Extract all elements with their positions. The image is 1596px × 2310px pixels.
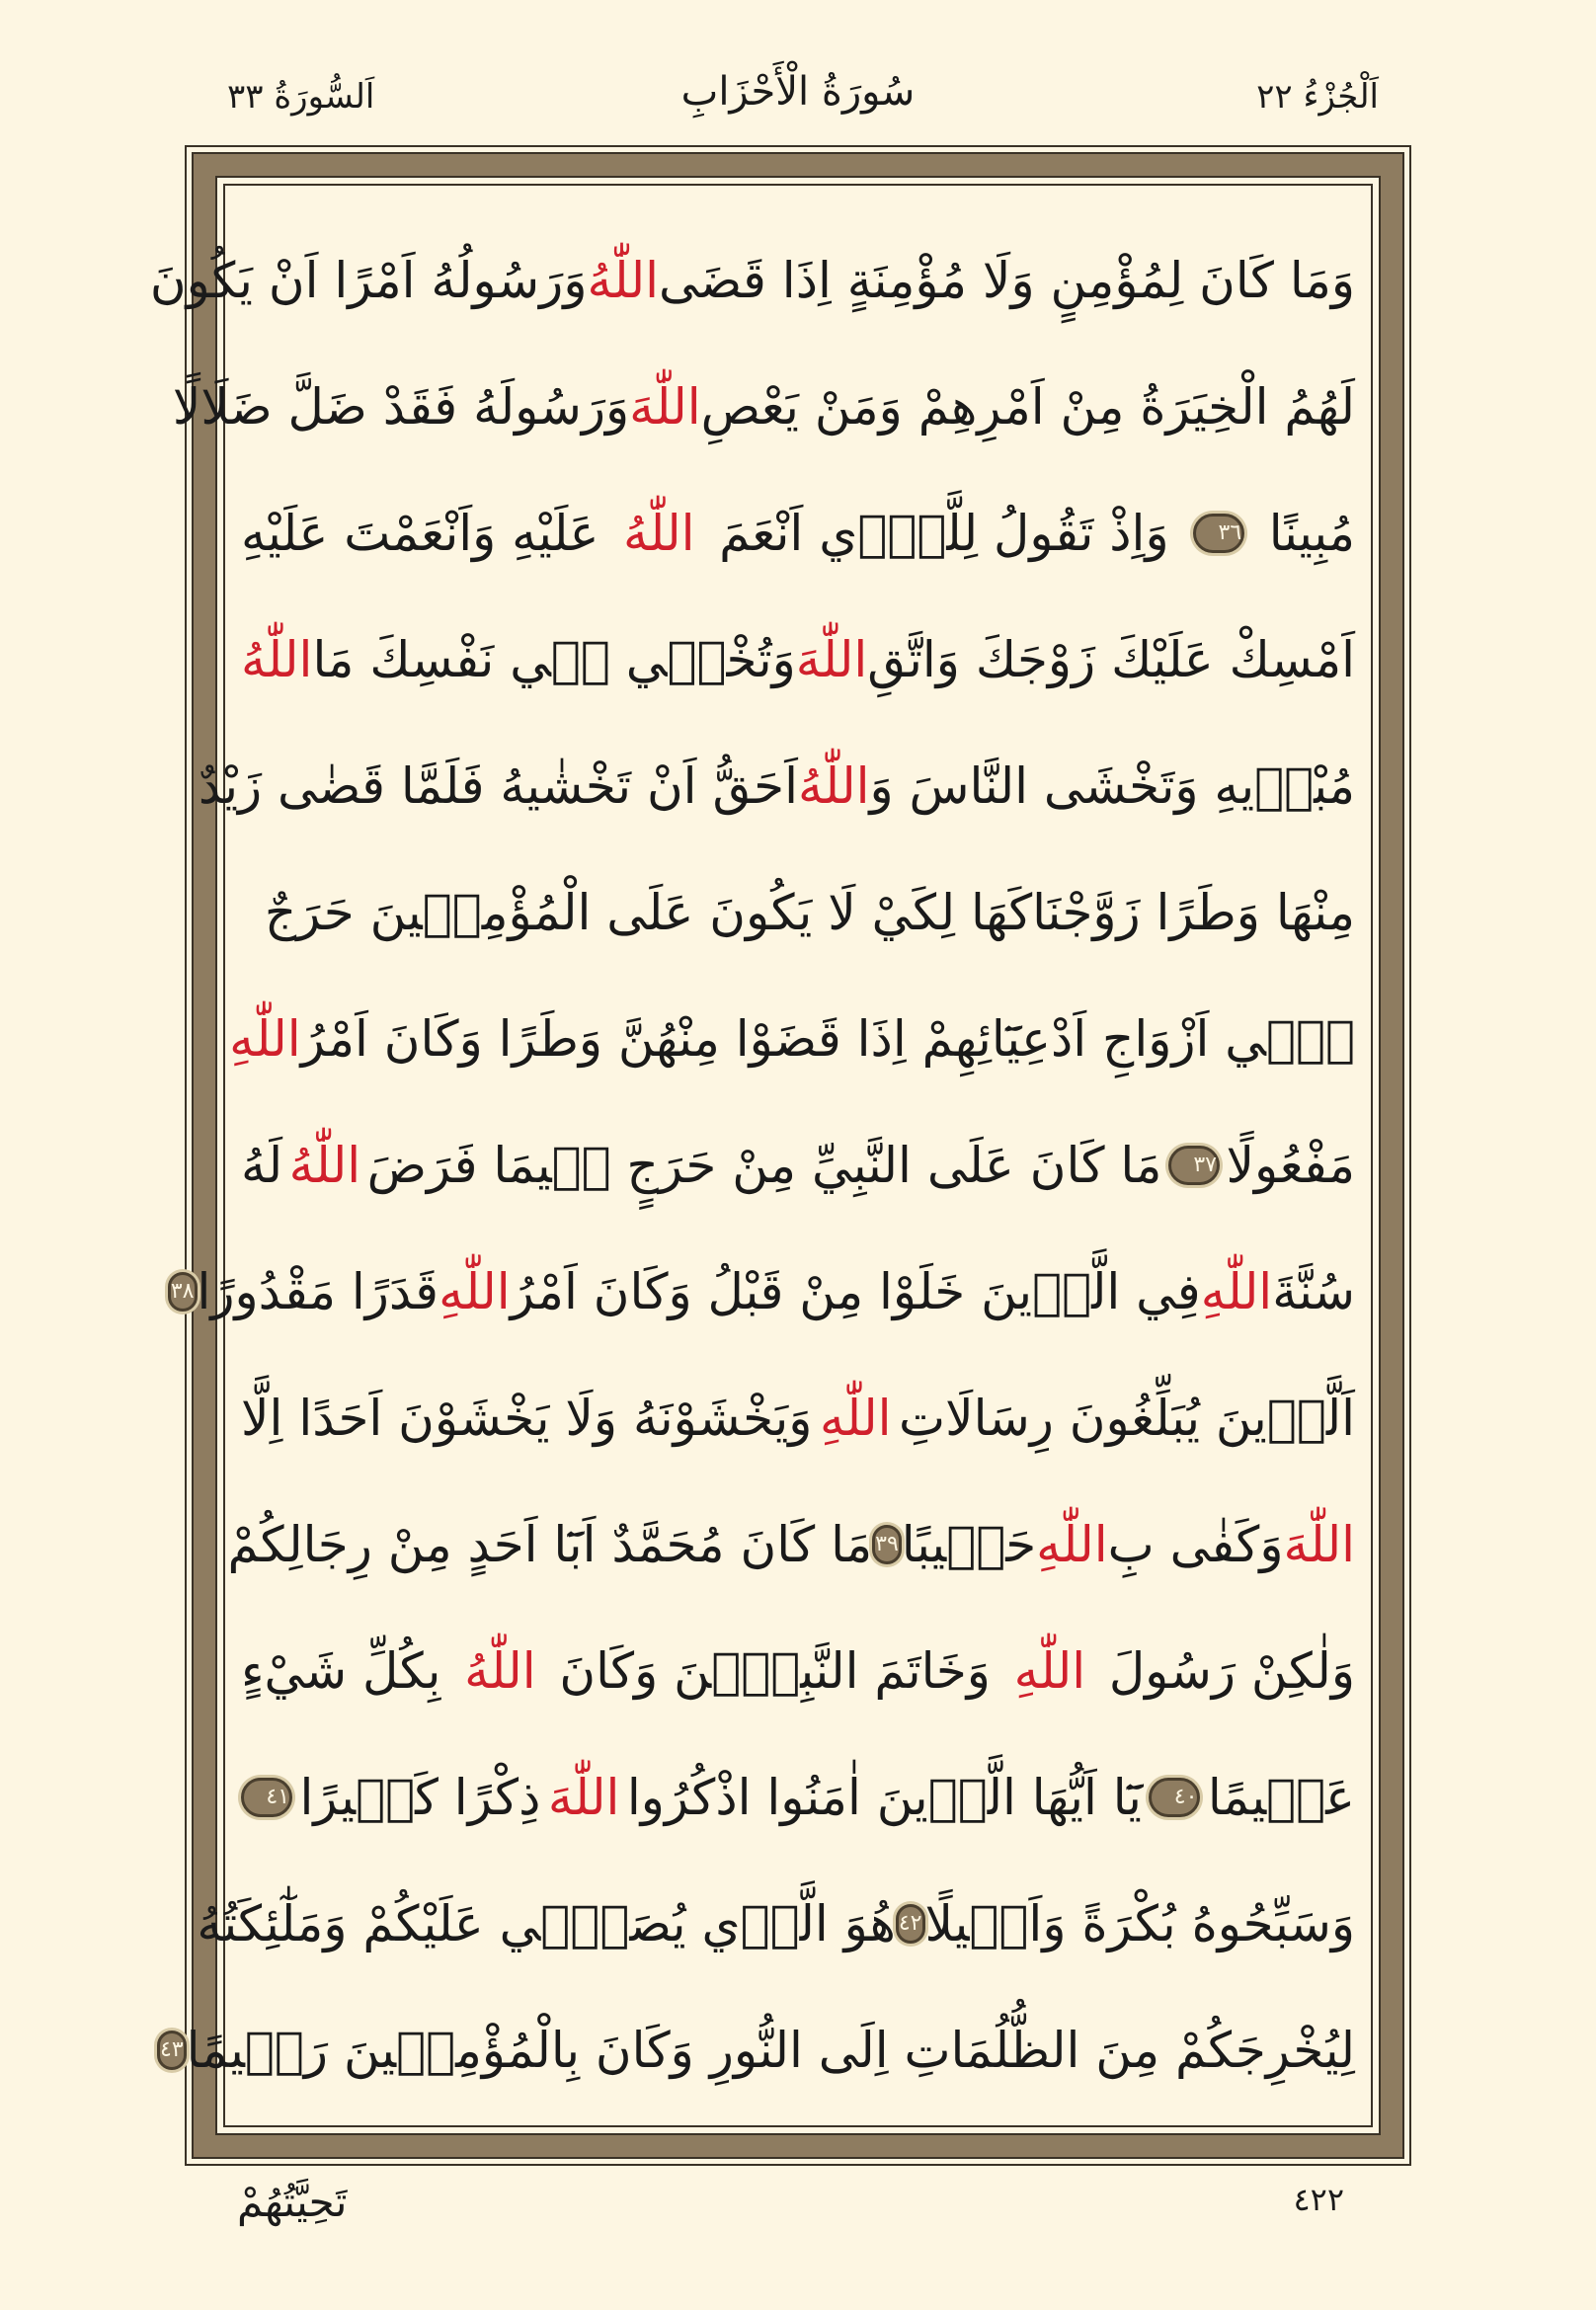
quran-text-block — [149, 217, 1355, 2113]
surah-number-label: اَلسُّورَةُ ٣٣ — [227, 77, 375, 117]
verse-text: وَلٰكِنْ رَسُولَ — [1108, 1642, 1355, 1700]
verse-text: مُبْد۪يهِ وَتَخْشَى النَّاسَ وَ — [869, 757, 1355, 815]
divine-name-text: اللّٰهُ — [464, 1642, 536, 1700]
verse-text: وَرَسُولَهُ فَقَدْ ضَلَّ ضَلَالًا — [172, 378, 630, 436]
verse-text: مِنْهَا وَطَرًا زَوَّجْنَاكَهَا لِكَيْ لَا يَكُونَ عَلَى الْمُؤْمِن۪ينَ حَرَجٌ — [264, 884, 1355, 941]
divine-name-text: اللّٰهُ — [623, 505, 695, 562]
text-line — [197, 1861, 1355, 1987]
verse-text: وَاِذْ تَقُولُ لِلَّذ۪ٓي اَنْعَمَ — [719, 505, 1169, 562]
verse-text: لَهُ — [241, 1137, 283, 1194]
page-header — [0, 69, 1596, 128]
catchword: تَحِيَّتُهُمْ — [237, 2178, 348, 2226]
text-line — [241, 1734, 1355, 1861]
divine-name-text: اللّٰهَ — [547, 1769, 620, 1826]
divine-name-text: اللّٰهَ — [1283, 1516, 1355, 1573]
verse-text: وَرَسُولُهُ اَمْرًا اَنْ يَكُونَ — [149, 252, 588, 309]
verse-text: اَحَقُّ اَنْ تَخْشٰيهُ فَلَمَّا قَضٰى زَيْدٌ — [198, 757, 798, 815]
verse-text: وَكَفٰى بِ — [1107, 1516, 1284, 1573]
divine-name-text: اللّٰهُ — [587, 252, 659, 309]
verse-text: وَيَخْشَوْنَهُ وَلَا يَخْشَوْنَ اَحَدًا اِلَّا — [241, 1390, 813, 1447]
verse-text: اَمْسِكْ عَلَيْكَ زَوْجَكَ وَاتَّقِ — [867, 631, 1355, 688]
verse-text: عَل۪يمًا — [1207, 1769, 1355, 1826]
divine-name-text: اللّٰهَ — [795, 631, 868, 688]
divine-name-text: اللّٰهُ — [797, 757, 870, 815]
divine-name-text: اللّٰهَ — [629, 378, 701, 436]
text-line — [227, 1481, 1355, 1608]
divine-name-text: اللّٰهِ — [1200, 1263, 1273, 1320]
ayah-number-marker: ٤٠ — [1149, 1778, 1200, 1817]
text-line — [198, 723, 1355, 849]
divine-name-text: اللّٰهِ — [439, 1263, 511, 1320]
divine-name-text: اللّٰهِ — [1036, 1516, 1108, 1573]
verse-text: ذِكْرًا كَث۪يرًا — [299, 1769, 541, 1826]
divine-name-text: اللّٰهُ — [288, 1137, 361, 1194]
text-line — [241, 1355, 1355, 1481]
ayah-number-marker: ٤١ — [241, 1778, 292, 1817]
ayah-number-marker: ٣٦ — [1193, 514, 1244, 553]
surah-title: سُورَةُ الْأَحْزَابِ — [680, 69, 916, 115]
ayah-number-marker: ٣٧ — [1168, 1146, 1220, 1185]
verse-text: وَخَاتَمَ النَّبِيّ۪نَ وَكَانَ — [559, 1642, 991, 1700]
ayah-number-marker: ٤٢ — [896, 1904, 925, 1944]
ayah-number-marker: ٣٨ — [168, 1272, 198, 1312]
text-line — [149, 217, 1355, 344]
text-line — [241, 470, 1355, 597]
text-line — [229, 976, 1355, 1102]
text-line — [170, 1229, 1355, 1355]
divine-name-text: اللّٰهِ — [819, 1390, 892, 1447]
text-line — [241, 597, 1355, 723]
verse-text: قَدَرًا مَقْدُورًا — [197, 1263, 439, 1320]
verse-text: مَا كَانَ عَلَى النَّبِيِّ مِنْ حَرَجٍ ف۪يمَا فَرَضَ — [366, 1137, 1162, 1194]
verse-text: وَمَا كَانَ لِمُؤْمِنٍ وَلَا مُؤْمِنَةٍ اِذَا قَضَى — [658, 252, 1355, 309]
verse-text: فِي الَّذ۪ينَ خَلَوْا مِنْ قَبْلُ وَكَانَ اَمْرُ — [510, 1263, 1201, 1320]
ayah-number-marker: ٤٣ — [157, 2031, 187, 2070]
divine-name-text: اللّٰهُ — [240, 631, 313, 688]
text-line — [241, 1608, 1355, 1734]
verse-text: اَلَّذ۪ينَ يُبَلِّغُونَ رِسَالَاتِ — [899, 1390, 1355, 1447]
ayah-number-marker: ٣٩ — [872, 1525, 902, 1564]
verse-text: عَلَيْهِ وَاَنْعَمْتَ عَلَيْهِ — [241, 505, 599, 562]
divine-name-text: اللّٰهِ — [229, 1010, 301, 1068]
verse-text: سُنَّةَ — [1272, 1263, 1355, 1320]
verse-text: مَفْعُولًا — [1226, 1137, 1355, 1194]
divine-name-text: اللّٰهِ — [1013, 1642, 1086, 1700]
verse-text: يَٓا اَيُّهَا الَّذ۪ينَ اٰمَنُوا اذْكُرُوا — [626, 1769, 1142, 1826]
verse-text: هُوَ الَّذ۪ي يُصَلّ۪ي عَلَيْكُمْ وَمَلٰٓئِكَتُهُ — [197, 1895, 896, 1952]
verse-text: بِكُلِّ شَيْءٍ — [241, 1642, 441, 1700]
verse-text: وَسَبِّحُوهُ بُكْرَةً وَاَص۪يلًا — [924, 1895, 1355, 1952]
juz-label: اَلْجُزْءُ ٢٢ — [1256, 77, 1379, 117]
verse-text: لَهُمُ الْخِيَرَةُ مِنْ اَمْرِهِمْ وَمَنْ يَعْصِ — [700, 378, 1355, 436]
verse-text: مَا كَانَ مُحَمَّدٌ اَبَٓا اَحَدٍ مِنْ رِجَالِكُمْ — [227, 1516, 873, 1573]
text-line — [160, 1987, 1355, 2113]
text-line — [172, 344, 1355, 470]
text-line — [241, 849, 1355, 976]
verse-text: حَس۪يبًا — [901, 1516, 1037, 1573]
verse-text: وَتُخْف۪ي ف۪ي نَفْسِكَ مَا — [312, 631, 796, 688]
page-number: ٤٢٢ — [1293, 2181, 1344, 2218]
verse-text: مُبِينًا — [1268, 505, 1355, 562]
text-line — [241, 1102, 1355, 1229]
verse-text: لِيُخْرِجَكُمْ مِنَ الظُّلُمَاتِ اِلَى النُّورِ وَكَانَ بِالْمُؤْمِن۪ينَ رَح۪يمًا — [186, 2022, 1355, 2079]
verse-text: ف۪ٓي اَزْوَاجِ اَدْعِيَٓائِهِمْ اِذَا قَضَوْا مِنْهُنَّ وَطَرًا وَكَانَ اَمْرُ — [300, 1010, 1355, 1068]
